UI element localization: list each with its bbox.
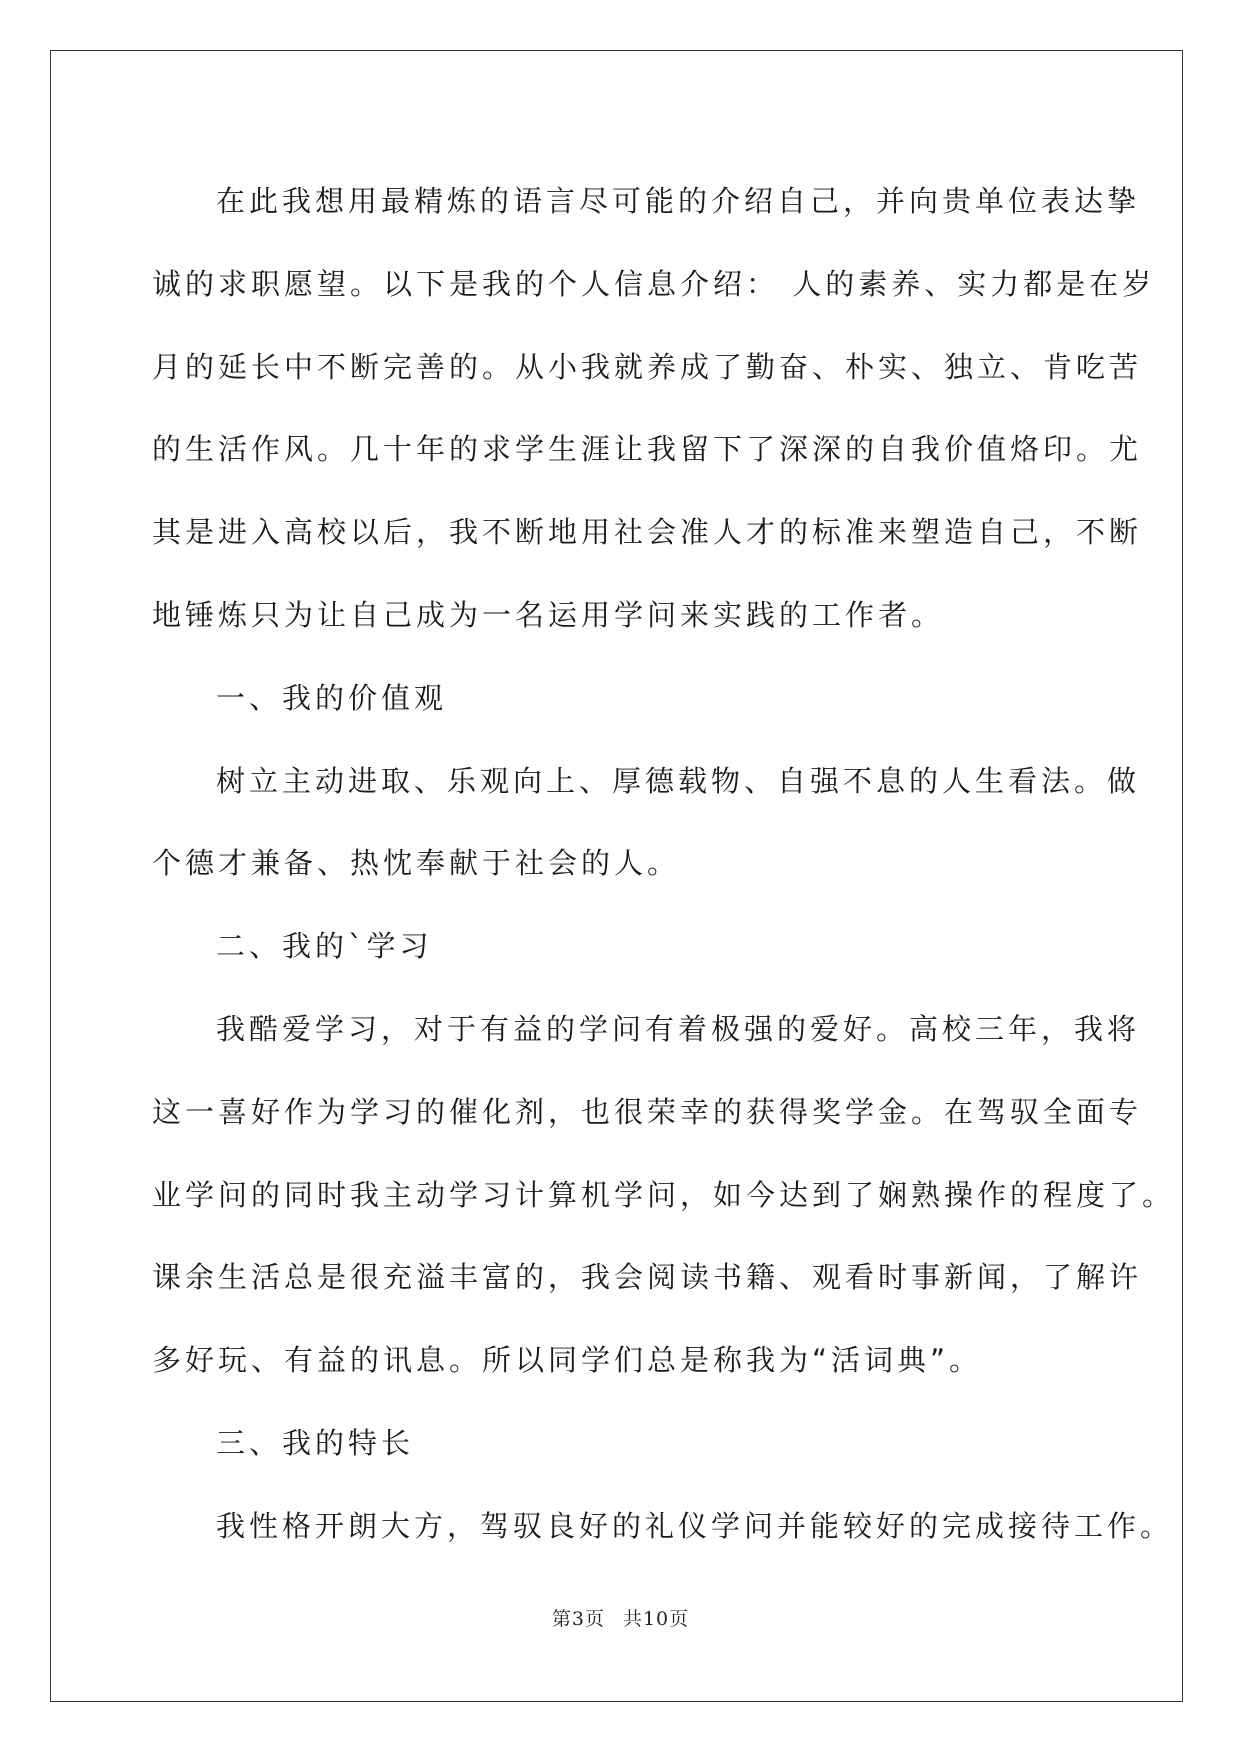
text-line: 月的延长中不断完善的。从小我就养成了勤奋、朴实、独立、肯吃苦 bbox=[152, 349, 1143, 384]
paragraph-values bbox=[152, 740, 1141, 906]
text-line: 树立主动进取、乐观向上、厚德载物、自强不息的人生看法。做 bbox=[216, 763, 1141, 798]
page-total: 共10页 bbox=[622, 1608, 690, 1630]
heading-text: 二、我的`学习 bbox=[216, 929, 433, 964]
heading-text: 三、我的特长 bbox=[216, 1425, 415, 1460]
heading-text: 一、我的价值观 bbox=[216, 680, 448, 715]
section-heading-values bbox=[152, 657, 1112, 740]
text-line: 其是进入高校以后，我不断地用社会准人才的标准来塑造自己，不断 bbox=[152, 515, 1143, 550]
paragraph-intro bbox=[152, 160, 1156, 657]
document-body bbox=[152, 160, 1176, 1568]
text-line: 诚的求职愿望。以下是我的个人信息介绍： 人的素养、实力都是在岁 bbox=[152, 266, 1156, 301]
text-line: 多好玩、有益的讯息。所以同学们总是称我为“活词典”。 bbox=[152, 1343, 983, 1378]
paragraph-skills bbox=[152, 1485, 1174, 1568]
section-heading-skills bbox=[152, 1402, 1112, 1485]
text-line: 的生活作风。几十年的求学生涯让我留下了深深的自我价值烙印。尤 bbox=[152, 432, 1143, 467]
text-line: 我酷爱学习，对于有益的学问有着极强的爱好。高校三年，我将 bbox=[216, 1011, 1141, 1046]
section-heading-study bbox=[152, 905, 1112, 988]
text-line: 地锤炼只为让自己成为一名运用学问来实践的工作者。 bbox=[152, 597, 945, 632]
text-line: 我性格开朗大方，驾驭良好的礼仪学问并能较好的完成接待工作。 bbox=[216, 1508, 1174, 1543]
page-footer bbox=[0, 1604, 1241, 1631]
text-line: 课余生活总是很充溢丰富的，我会阅读书籍、观看时事新闻，了解许 bbox=[152, 1260, 1143, 1295]
paragraph-study bbox=[152, 988, 1176, 1402]
text-line: 在此我想用最精炼的语言尽可能的介绍自己，并向贵单位表达挚 bbox=[216, 184, 1141, 218]
text-line: 个德才兼备、热忱奉献于社会的人。 bbox=[152, 846, 681, 881]
page-number: 第3页 bbox=[551, 1608, 605, 1630]
text-line: 业学问的同时我主动学习计算机学问，如今达到了娴熟操作的程度了。 bbox=[152, 1177, 1176, 1212]
text-line: 这一喜好作为学习的催化剂，也很荣幸的获得奖学金。在驾驭全面专 bbox=[152, 1094, 1143, 1129]
